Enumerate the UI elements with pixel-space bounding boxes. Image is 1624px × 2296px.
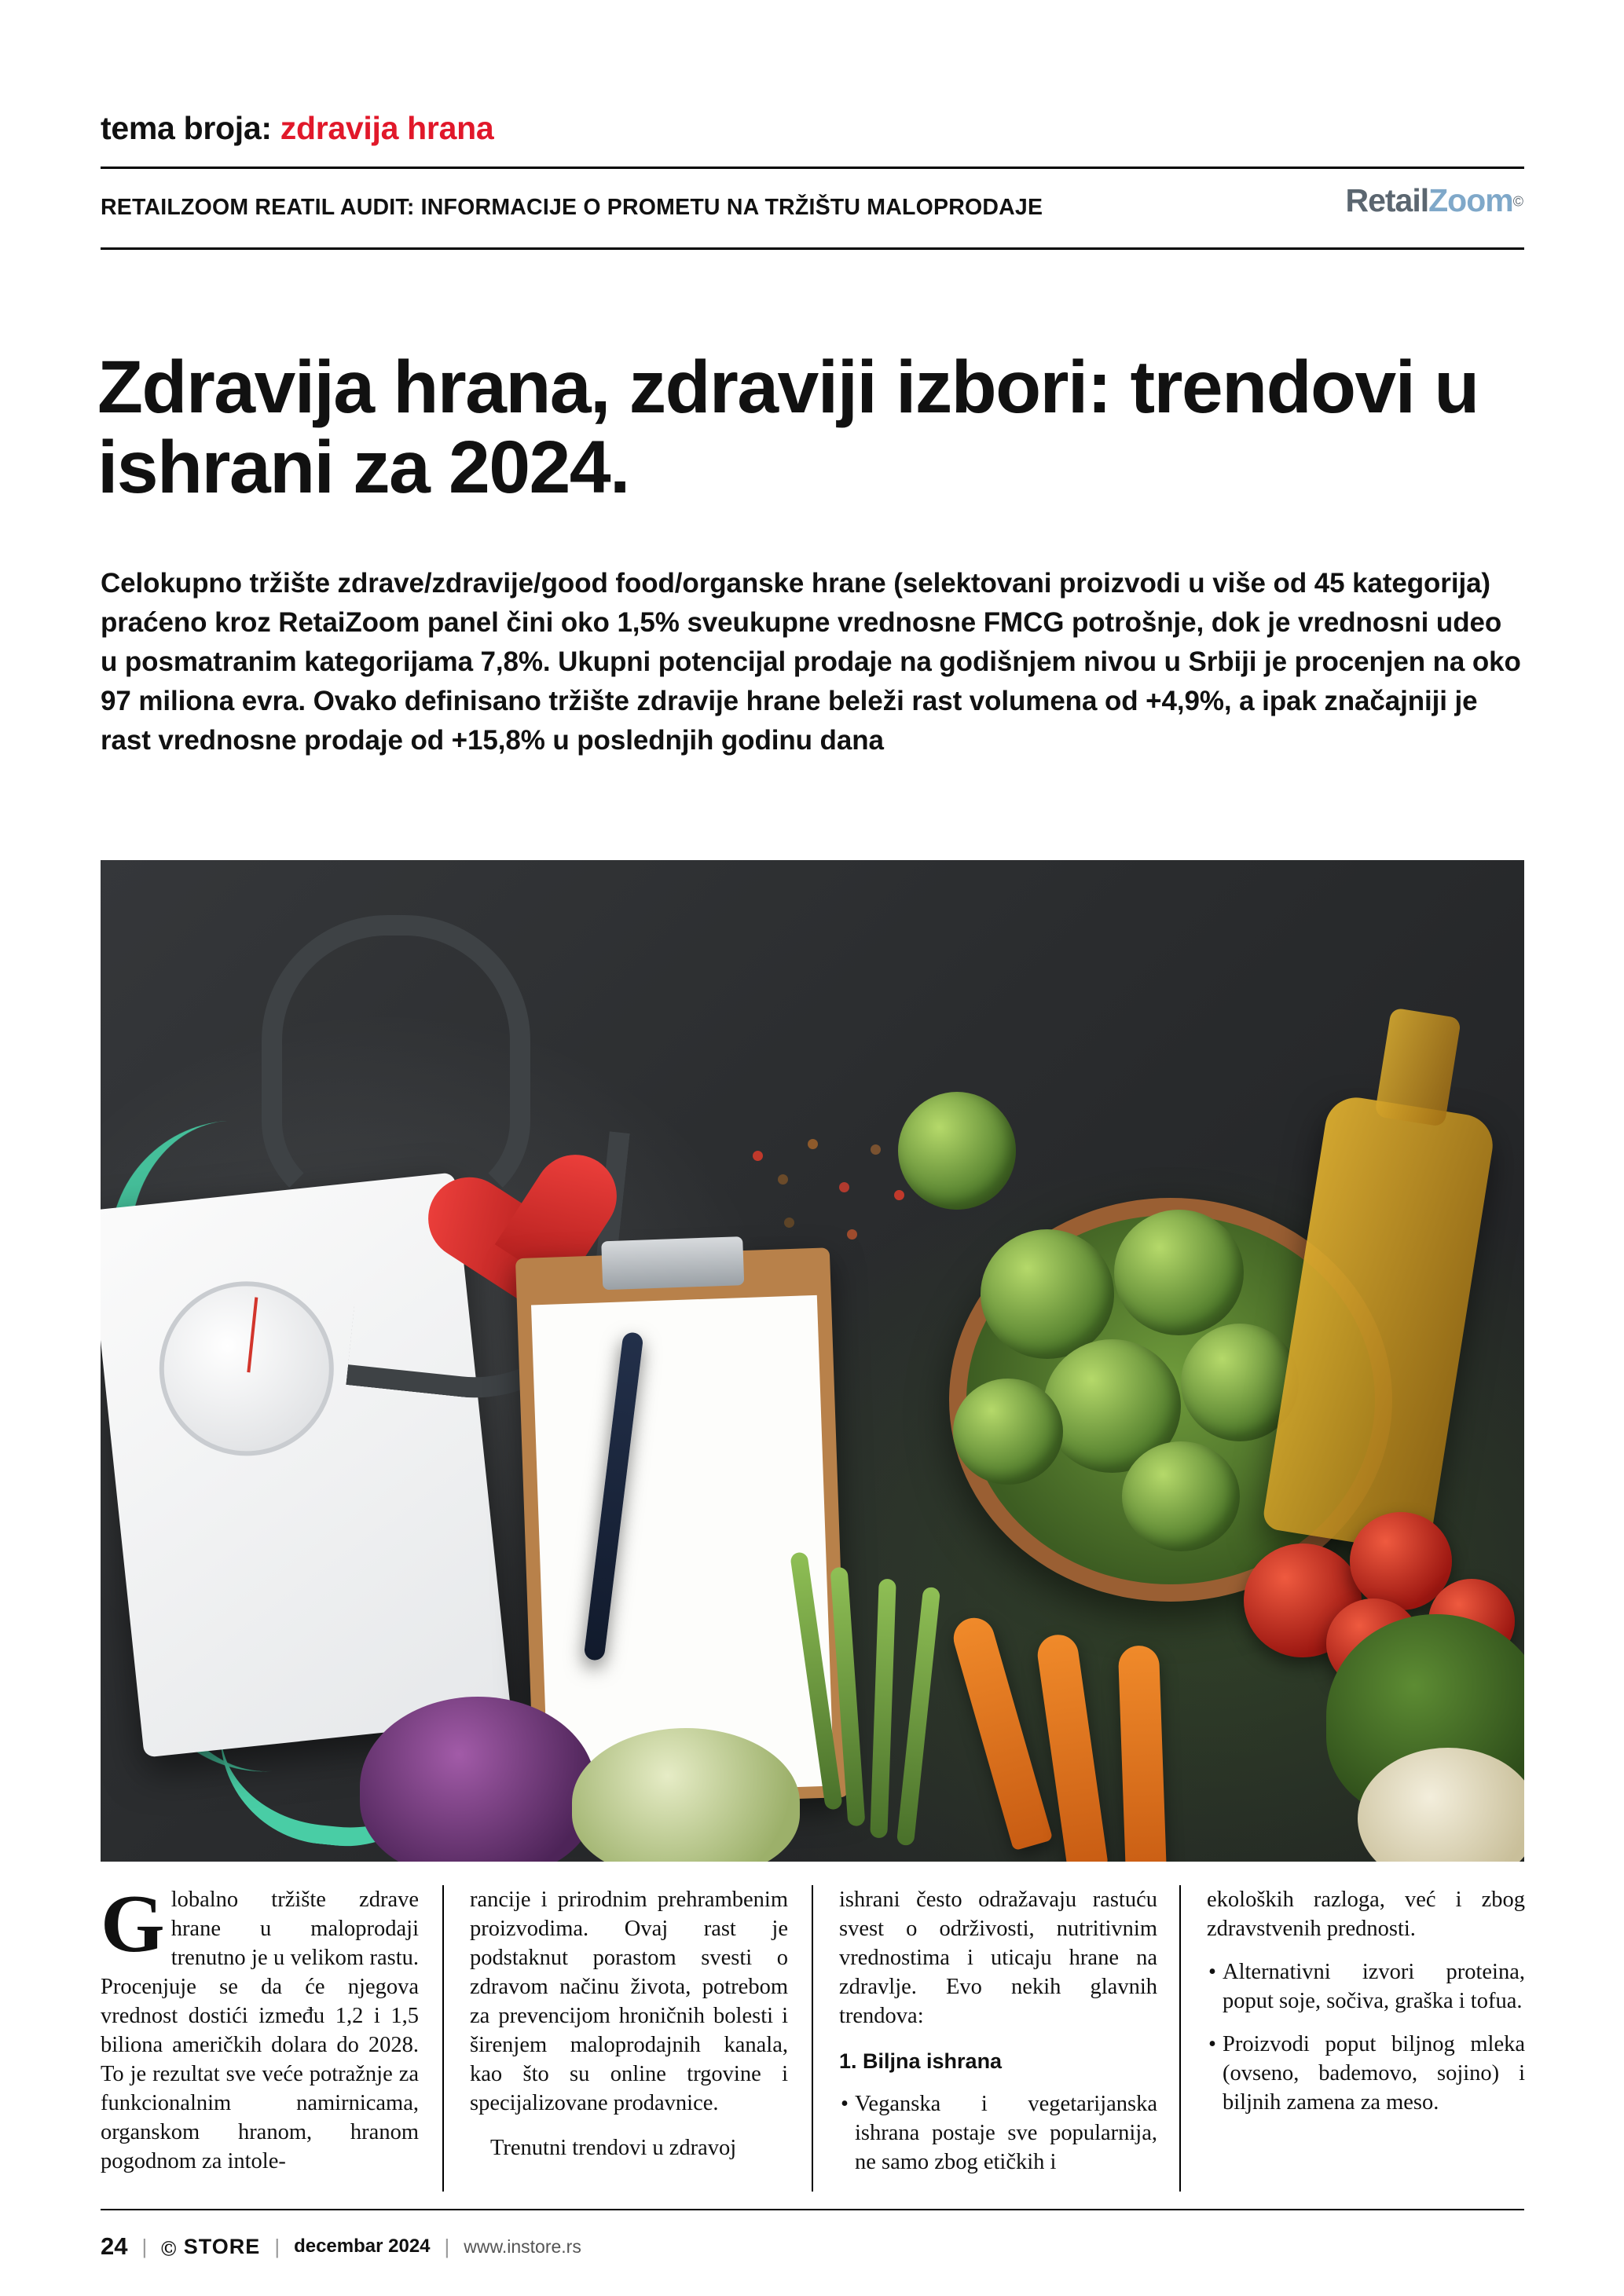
peppercorn-icon [784, 1218, 794, 1228]
scale-dial-icon [151, 1273, 343, 1464]
standfirst-text: Celokupno tržište zdrave/zdravije/good food/organske hrane (selektovani proizvodi u više od 45 kategorija) praćeno kroz RetaiZoom panel čini oko 1,5% sveukupne vrednosne FMCG potrošnje, dok je vrednosni udeo u posmatranim kategorijama 7,8%. Ukupni potencijal prodaje na godišnjem nivou u Srbiji je procenjen na oko 97 miliona evra. Ovako definisano tržište zdravije hrane beleži rast volumena od +4,9%, a ipak značajniji je rast vrednosne prodaje od +15,8% u poslednjih godinu dana [101, 568, 1521, 756]
logo-retail-text: Retail [1345, 182, 1429, 218]
footer-divider: | [141, 2234, 148, 2258]
divider-bottom [101, 2209, 1524, 2210]
body-paragraph: Trenutni trendovi u zdravoj [490, 2136, 737, 2161]
peppercorn-icon [839, 1182, 849, 1192]
scale-needle-icon [247, 1297, 258, 1372]
body-paragraph-text: lobalno tržište zdrave hrane u maloprodaji trenutno je u velikom rastu. Procenjuje se da će njegova vrednost dostići između 1,2 i 1,5 biliona američkih dolara do 2028. To je rezultat sve veće potražnje za funkcionalnim namirnicama, organskom hranom, hranom pogodnom za intole- [101, 1888, 419, 2174]
brand-name: STORE [183, 2234, 261, 2258]
brussels-sprout-icon [1114, 1210, 1244, 1335]
body-paragraph [101, 1877, 419, 2176]
clipboard-paper [531, 1295, 834, 1796]
peppercorn-icon [753, 1151, 763, 1161]
logo-zoom-text: Zoom [1428, 182, 1513, 218]
body-paragraph: rancije i prirodnim prehrambenim proizvodima. Ovaj rast je podstaknut porastom svesti o zdravom načinu života, potrebom za prevencijom hroničnih bolesti i širenjem maloprodajnih kanala, kao što su online trgovine i specijalizovane prodavnice. [470, 1888, 788, 2116]
page-footer [101, 2223, 1524, 2270]
brussels-sprout-icon [898, 1092, 1016, 1210]
body-column-4 [1207, 1885, 1525, 2117]
body-column-1 [101, 1877, 419, 2176]
body-subheading: 1. Biljna ishrana [839, 2049, 1003, 2074]
section-subheader: RETAILZOOM REATIL AUDIT: INFORMACIJE O PROMETU NA TRŽIŠTU MALOPRODAJE [101, 195, 1043, 220]
clipboard-clip-icon [601, 1236, 744, 1290]
body-paragraph: ishrani često odražavaju rastuću svest o održivosti, nutritivnim vrednostima i uticaju hrane na zdravlje. Evo nekih glavnih trendova: [839, 1888, 1157, 2029]
kicker-main-text: tema broja: [101, 110, 280, 146]
peppercorn-icon [871, 1144, 881, 1155]
page-title: Zdravija hrana, zdraviji izbori: trendovi u ishrani za 2024. [97, 345, 1479, 510]
brussels-sprout-icon [1122, 1441, 1240, 1551]
peppercorn-icon [808, 1139, 818, 1149]
bullet-list-item: • Proizvodi poput biljnog mleka (ovseno, bademovo, sojino) i biljnih zamena za meso. [1207, 2030, 1525, 2117]
body-paragraph: ekoloških razloga, već i zbog zdravstvenih prednosti. [1207, 1888, 1525, 1942]
divider-top [101, 167, 1524, 169]
drop-cap: G [101, 1877, 165, 1969]
body-column-2 [470, 1885, 788, 2162]
brussels-sprout-icon [981, 1229, 1114, 1359]
issue-date: decembar 2024 [294, 2236, 431, 2257]
retailzoom-logo [1288, 182, 1523, 225]
bullet-list-item: • Alternativni izvori proteina, poput soje, sočiva, graška i tofua. [1207, 1957, 1525, 2016]
peppercorn-icon [894, 1190, 904, 1200]
clipboard-icon [515, 1247, 849, 1808]
peppercorn-icon [778, 1174, 788, 1185]
body-column-3 [839, 1885, 1157, 2177]
footer-divider: | [444, 2234, 450, 2258]
copyright-icon: Ⓒ [161, 2240, 178, 2258]
section-kicker [101, 110, 493, 147]
divider-under-subheader [101, 247, 1524, 250]
footer-divider: | [274, 2234, 280, 2258]
magazine-brand [161, 2235, 260, 2259]
brussels-sprout-icon [953, 1379, 1063, 1485]
peppercorn-icon [847, 1229, 857, 1240]
copyright-icon: © [1512, 193, 1523, 210]
article-body [101, 1877, 1525, 2199]
website-url[interactable]: www.instore.rs [464, 2236, 581, 2257]
hero-image [101, 860, 1524, 1862]
carrot-icon [1118, 1645, 1167, 1862]
page-number: 24 [101, 2232, 128, 2260]
kicker-accent-text: zdravija hrana [280, 110, 494, 146]
bullet-list-item: • Veganska i vegetarijanska ishrana postaje sve popularnija, ne samo zbog etičkih i [839, 2089, 1157, 2177]
